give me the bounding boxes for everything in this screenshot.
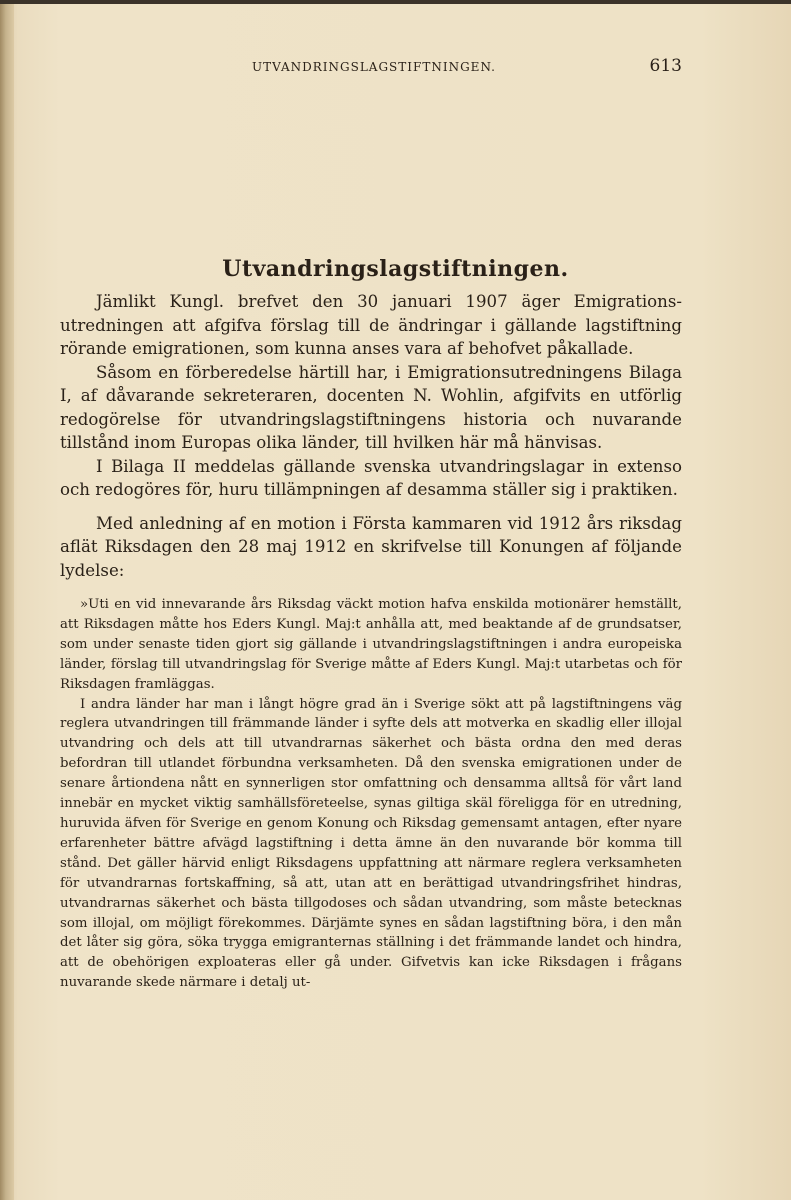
page-number: 613 (649, 56, 682, 76)
running-head-title: UTVANDRINGSLAGSTIFTNINGEN. (252, 60, 496, 74)
top-edge-line (0, 0, 791, 4)
lead-paragraphs (60, 290, 682, 582)
page-binding-edge (0, 0, 14, 1200)
quoted-letter (60, 595, 682, 993)
body-text (60, 290, 682, 993)
paragraph: Jämlikt Kungl. brefvet den 30 januari 1907 äger Emigrations-utredningen att afgifva förslag till de ändringar i gällande lagstiftning rörande emigrationen, som kunna anses vara af behofvet påkallade. (60, 292, 682, 358)
paragraph: Med anledning af en motion i Första kammaren vid 1912 års riksdag aflät Riksdagen den 28 maj 1912 en skrifvelse till Konungen af följande lydelse: (60, 513, 682, 580)
paragraph: Såsom en förberedelse härtill har, i Emigrationsutredningens Bilaga I, af dåvarande sekreteraren, docenten N. Wohlin, afgifvits en utförlig redogörelse för utvandringslagstiftningens historia och nuvarande tillstånd inom Europas olika länder, till hvilken här må hänvisas. (60, 362, 682, 452)
section-heading: Utvandringslagstiftningen. (222, 256, 569, 282)
paragraph: I Bilaga II meddelas gällande svenska utvandringslagar in extenso och redogöres för, huru tillämpningen af desamma ställer sig i praktiken. (60, 456, 682, 499)
quote-paragraph: I andra länder har man i långt högre grad än i Sverige sökt att på lagstiftningens väg reglera utvandringen till främmande länder i syfte dels att motverka en skadlig eller illojal utvandring och dels att till utvandrarnas säkerhet och bästa ordna den med deras befordran till utlandet förbundna verksamheten. Då den svenska emigrationen under de senare årtiondena nått en synnerligen stor omfattning och densamma alltså för vårt land innebär en mycket viktig samhällsföreteelse, synas giltiga skäl föreligga för en utredning, huruvida äfven för Sverige en genom Konung och Riksdag gemensamt antagen, efter nyare erfarenheter bättre afvägd lagstiftning i detta ämne än den nuvarande bör komma till stånd. Det gäller härvid enligt Riksdagens uppfattning att närmare reglera verksamheten för utvandrarnas fortskaffning, så att, utan att en berättigad utvandringsfrihet hindras, utvandrarnas säkerhet och bästa tillgodoses och sådan utvandring, som måste betecknas som illojal, om möjligt förekommes. Därjämte synes en sådan lagstiftning böra, i den mån det låter sig göra, söka trygga emigranternas ställning i det främmande landet och hindra, att de obehörigen exploateras eller gå under. Gifvetvis kan icke Riksdagen i frågans nuvarande skede närmare i detalj ut- (60, 696, 682, 991)
quote-paragraph: »Uti en vid innevarande års Riksdag väckt motion hafva enskilda motionärer hemställt, att Riksdagen måtte hos Eders Kungl. Maj:t anhålla att, med beaktande af de grundsatser, som under senaste tiden gjort sig gällande i utvandringslagstiftningen i andra europeiska länder, förslag till utvandringslag för Sverige måtte af Eders Kungl. Maj:t utarbetas och för Riksdagen framläggas. (60, 597, 682, 692)
running-head (252, 56, 682, 80)
